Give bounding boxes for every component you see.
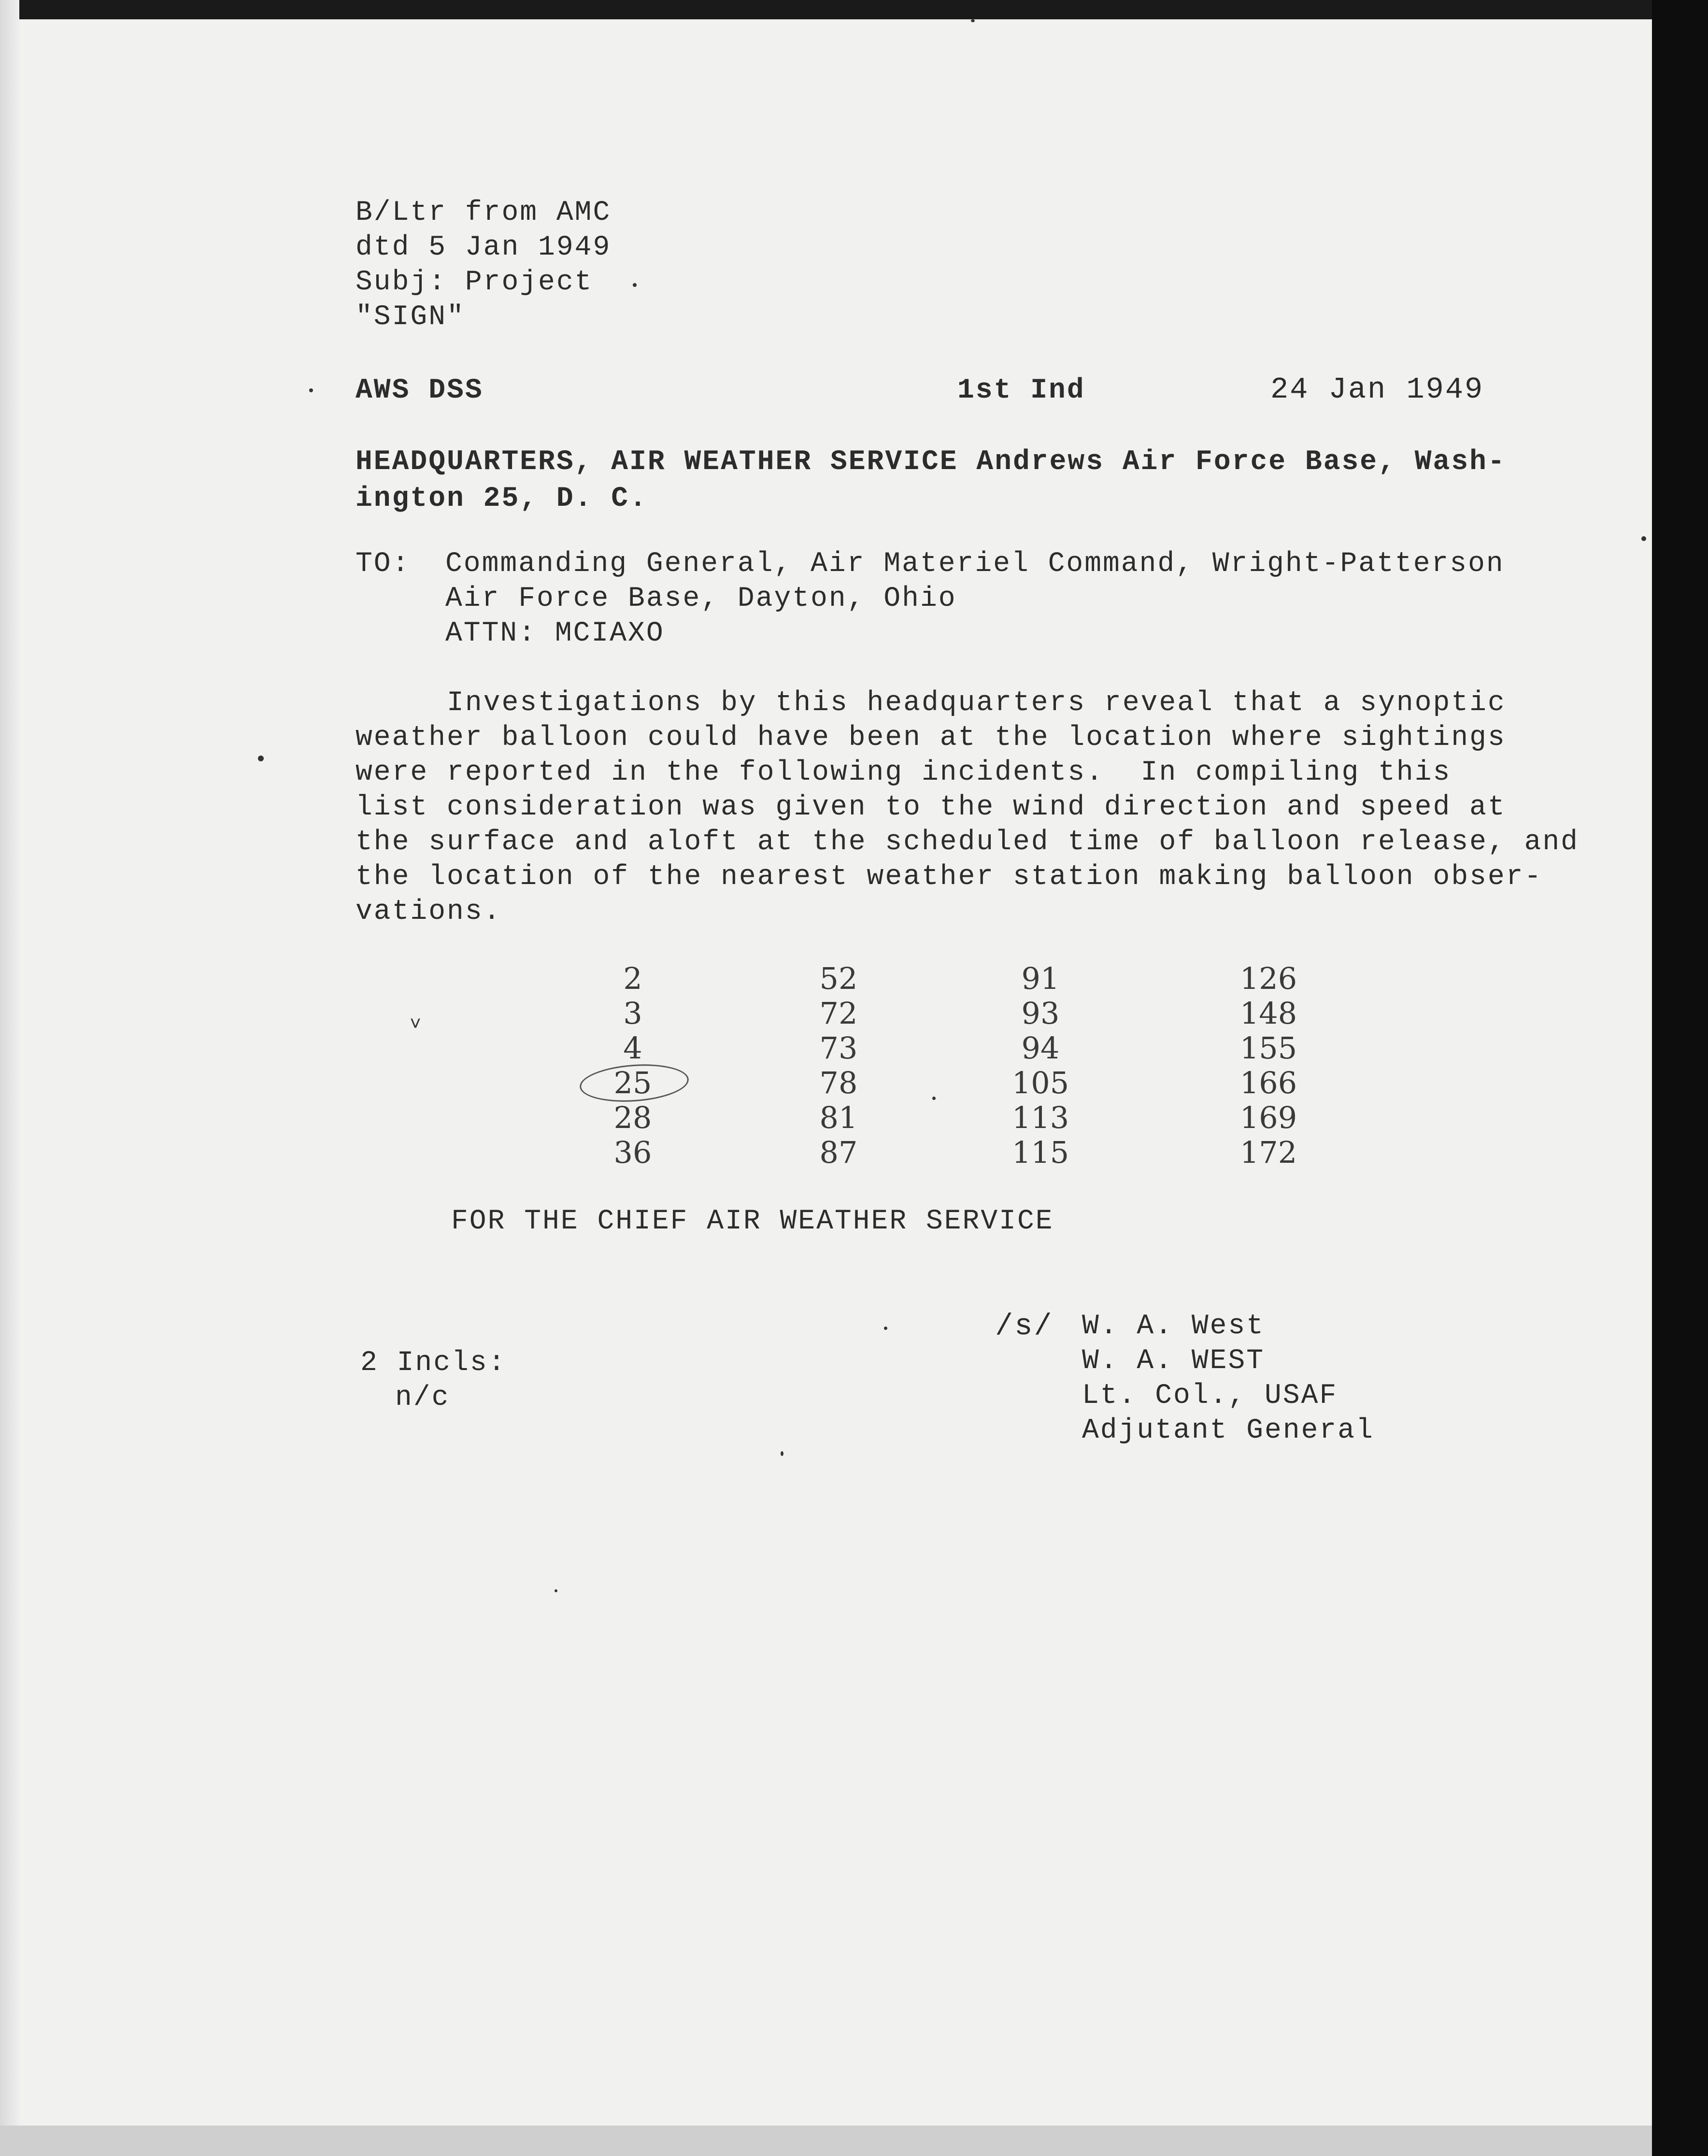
scan-left-edge <box>0 0 19 2156</box>
indorsement-date: 24 Jan 1949 <box>1270 372 1484 407</box>
incident-number: 87 <box>819 1135 858 1170</box>
enclosures-line: 2 Incls: <box>360 1347 507 1379</box>
enclosures-line: n/c <box>395 1382 450 1414</box>
scan-speck <box>971 19 975 22</box>
body-line: the surface and aloft at the scheduled time of balloon release, and <box>356 827 1579 858</box>
reference-line: Subj: Project <box>356 267 593 298</box>
body-line: vations. <box>356 896 502 928</box>
body-line: weather balloon could have been at the location where sightings <box>356 722 1506 754</box>
incident-number: 73 <box>819 1030 858 1066</box>
body-line: the location of the nearest weather station making balloon obser- <box>356 861 1543 893</box>
office-symbol: AWS DSS <box>356 375 484 406</box>
scan-speck <box>258 756 264 761</box>
incident-number: 113 <box>1011 1100 1069 1135</box>
margin-tick-mark: ˅ <box>410 1014 422 1036</box>
body-line: Investigations by this headquarters reveal that a synoptic <box>356 687 1506 719</box>
incident-number: 94 <box>1021 1030 1060 1066</box>
incident-number: 166 <box>1239 1065 1297 1100</box>
incident-number: 148 <box>1239 996 1297 1031</box>
scan-speck <box>1641 536 1646 541</box>
incident-number: 169 <box>1239 1100 1297 1135</box>
from-line: HEADQUARTERS, AIR WEATHER SERVICE Andrews Air Force Base, Wash- <box>356 446 1506 478</box>
from-line: ington 25, D. C. <box>356 483 648 514</box>
signature-mark: /s/ <box>995 1309 1053 1343</box>
reference-line: "SIGN" <box>356 301 465 333</box>
incident-number: 155 <box>1239 1030 1297 1066</box>
scan-right-border <box>1652 0 1708 2156</box>
body-line: list consideration was given to the wind direction and speed at <box>356 792 1506 823</box>
incident-number: 91 <box>1021 961 1060 996</box>
incident-number: 3 <box>623 996 642 1031</box>
incident-number: 72 <box>819 996 858 1031</box>
scan-top-border <box>0 0 1708 19</box>
incident-number: 105 <box>1011 1065 1069 1100</box>
scan-speck <box>884 1327 887 1330</box>
to-line: Commanding General, Air Materiel Command, Wright-Patterson <box>445 548 1505 580</box>
reference-line: B/Ltr from AMC <box>356 197 612 228</box>
incident-number: 81 <box>819 1100 858 1135</box>
reference-line: dtd 5 Jan 1949 <box>356 232 612 263</box>
scan-speck <box>633 283 637 287</box>
to-label: TO: <box>356 548 411 580</box>
signature-name: W. A. West <box>1082 1311 1265 1342</box>
signer-title: Adjutant General <box>1082 1415 1374 1446</box>
to-line: Air Force Base, Dayton, Ohio <box>445 583 957 614</box>
incident-number: 172 <box>1239 1135 1297 1170</box>
incident-number: 25 <box>613 1065 652 1100</box>
scan-speck <box>309 388 313 392</box>
indorsement-label: 1st Ind <box>957 375 1085 406</box>
scan-speck <box>555 1589 557 1592</box>
incident-number: 4 <box>623 1030 642 1066</box>
incident-number: 115 <box>1011 1135 1069 1170</box>
incident-number: 36 <box>613 1135 652 1170</box>
incident-number: 28 <box>613 1100 652 1135</box>
incident-number: 2 <box>623 961 642 996</box>
scan-speck <box>781 1451 783 1456</box>
body-line: were reported in the following incidents. In compiling this <box>356 757 1452 788</box>
signer-rank: Lt. Col., USAF <box>1082 1380 1338 1412</box>
incident-number: 126 <box>1239 961 1297 996</box>
incident-number: 93 <box>1021 996 1060 1031</box>
scan-speck <box>932 1097 936 1100</box>
signer-name: W. A. WEST <box>1082 1345 1265 1377</box>
for-line: FOR THE CHIEF AIR WEATHER SERVICE <box>451 1206 1054 1237</box>
incident-number: 52 <box>819 961 858 996</box>
incident-number: 78 <box>819 1065 858 1100</box>
to-attn: ATTN: MCIAXO <box>445 618 665 649</box>
scan-bottom-edge <box>0 2126 1652 2156</box>
